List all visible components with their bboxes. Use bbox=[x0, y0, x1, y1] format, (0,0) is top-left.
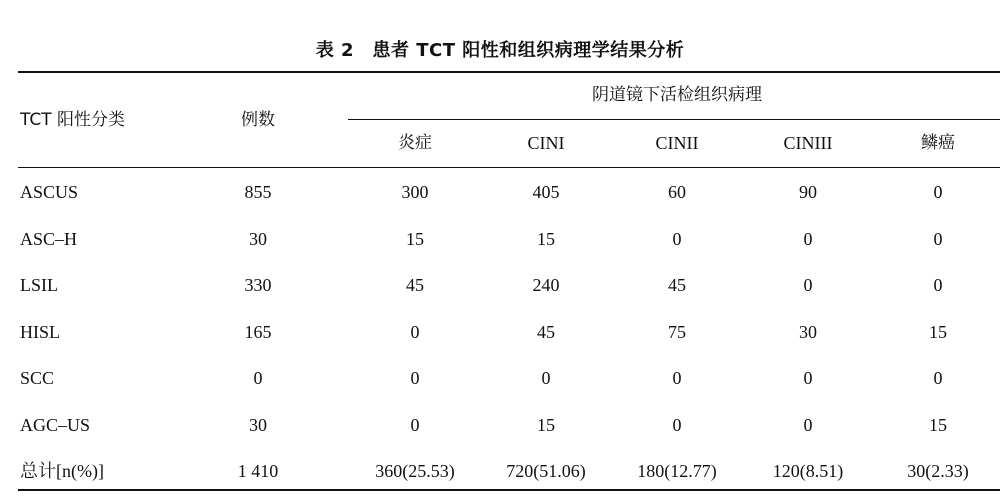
row-value: 0 bbox=[672, 415, 682, 435]
header-category: TCT 阳性分类 bbox=[20, 110, 126, 130]
row-category: SCC bbox=[20, 368, 55, 388]
row-value: 45 bbox=[668, 275, 686, 295]
row-value: 15 bbox=[537, 229, 555, 249]
header-rule bbox=[18, 167, 1000, 168]
table-title: 表 2 患者 TCT 阳性和组织病理学结果分析 bbox=[315, 40, 685, 61]
row-value: 120(8.51) bbox=[772, 461, 844, 481]
row-value: 75 bbox=[668, 322, 686, 342]
row-value: 240 bbox=[532, 275, 560, 295]
row-value: 30 bbox=[799, 322, 817, 342]
row-value: 405 bbox=[532, 182, 560, 202]
row-value: 0 bbox=[803, 415, 813, 435]
row-cases: 30 bbox=[249, 415, 267, 435]
row-cases: 330 bbox=[244, 275, 272, 295]
row-value: 0 bbox=[933, 275, 943, 295]
group-underline bbox=[348, 119, 1000, 120]
header-subcolumn: 鳞癌 bbox=[921, 133, 955, 153]
row-value: 0 bbox=[803, 368, 813, 388]
row-value: 45 bbox=[406, 275, 424, 295]
row-cases: 30 bbox=[249, 229, 267, 249]
header-subcolumn: CINI bbox=[527, 133, 565, 153]
row-value: 90 bbox=[799, 182, 817, 202]
bottom-rule bbox=[18, 489, 1000, 491]
row-cases: 165 bbox=[244, 322, 272, 342]
row-value: 0 bbox=[672, 229, 682, 249]
row-value: 0 bbox=[672, 368, 682, 388]
header-group: 阴道镜下活检组织病理 bbox=[592, 85, 762, 105]
row-value: 15 bbox=[406, 229, 424, 249]
row-cases: 0 bbox=[253, 368, 263, 388]
row-value: 30(2.33) bbox=[907, 461, 969, 481]
row-value: 300 bbox=[401, 182, 429, 202]
row-value: 360(25.53) bbox=[375, 461, 455, 481]
row-category: ASCUS bbox=[20, 182, 79, 202]
row-cases: 1 410 bbox=[237, 461, 279, 481]
header-subcolumn: 炎症 bbox=[398, 133, 432, 153]
row-category: AGC–US bbox=[20, 415, 91, 435]
row-value: 0 bbox=[541, 368, 551, 388]
top-rule bbox=[18, 71, 1000, 73]
row-value: 0 bbox=[933, 229, 943, 249]
row-value: 720(51.06) bbox=[506, 461, 586, 481]
row-category: ASC–H bbox=[20, 229, 78, 249]
row-category: 总计[n(%)] bbox=[20, 461, 104, 481]
header-cases: 例数 bbox=[241, 110, 275, 130]
row-value: 0 bbox=[803, 275, 813, 295]
row-value: 0 bbox=[410, 415, 420, 435]
row-value: 0 bbox=[410, 368, 420, 388]
row-cases: 855 bbox=[244, 182, 272, 202]
row-value: 0 bbox=[933, 368, 943, 388]
row-value: 15 bbox=[929, 415, 947, 435]
row-value: 60 bbox=[668, 182, 686, 202]
row-value: 0 bbox=[410, 322, 420, 342]
row-value: 45 bbox=[537, 322, 555, 342]
row-category: HISL bbox=[20, 322, 60, 342]
row-value: 15 bbox=[929, 322, 947, 342]
row-value: 0 bbox=[803, 229, 813, 249]
header-subcolumn: CINII bbox=[655, 133, 699, 153]
row-value: 180(12.77) bbox=[637, 461, 717, 481]
row-category: LSIL bbox=[20, 275, 58, 295]
row-value: 15 bbox=[537, 415, 555, 435]
header-subcolumn: CINIII bbox=[783, 133, 833, 153]
row-value: 0 bbox=[933, 182, 943, 202]
